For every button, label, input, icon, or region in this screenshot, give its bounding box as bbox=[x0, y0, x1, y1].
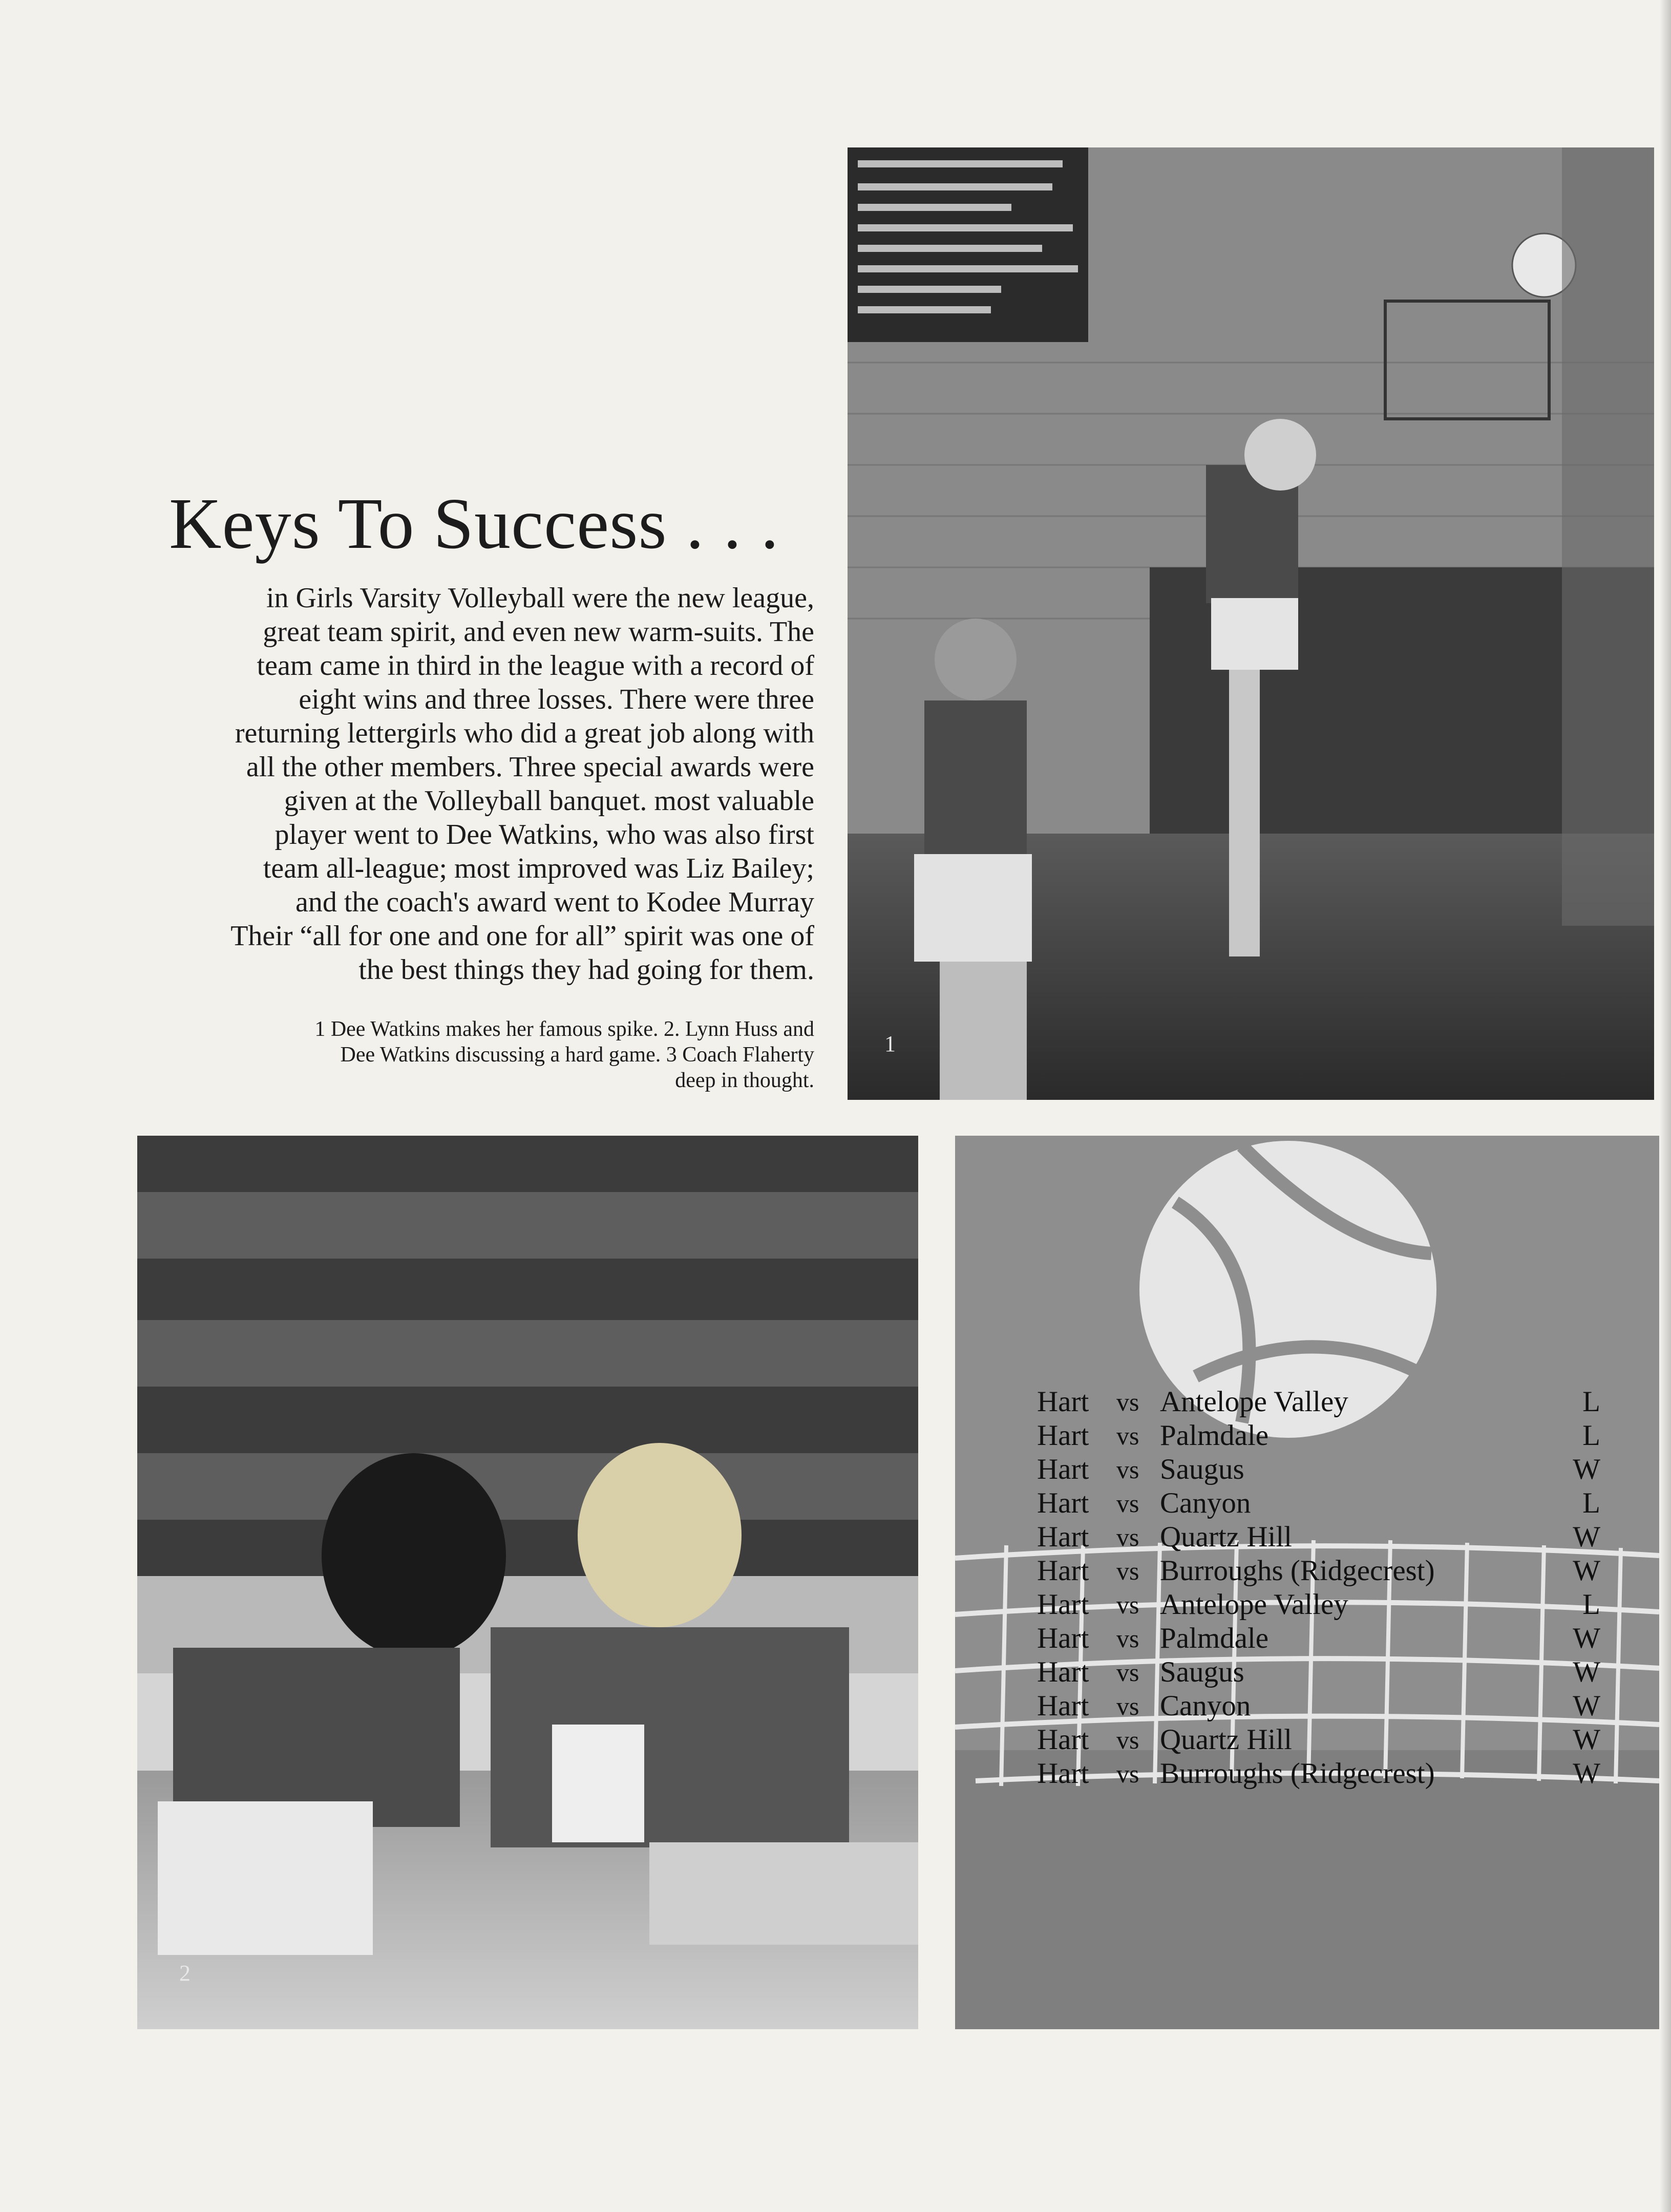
opponent-name: Burroughs (Ridgecrest) bbox=[1160, 1757, 1435, 1790]
body-line: Their “all for one and one for all” spirit was one of bbox=[230, 920, 814, 952]
photo-number: 2 bbox=[179, 1961, 191, 1986]
body-line: player went to Dee Watkins, who was also first bbox=[274, 819, 814, 850]
game-result: L bbox=[1582, 1419, 1600, 1452]
caption-line: 1 Dee Watkins makes her famous spike. 2. Lynn Huss and bbox=[314, 1017, 814, 1041]
caption-line: deep in thought. bbox=[675, 1069, 814, 1092]
page-edge-shadow bbox=[1660, 0, 1671, 2212]
schedule-row bbox=[1037, 1453, 1600, 1486]
photo-volleyball-spike bbox=[848, 147, 1654, 1100]
body-line: in Girls Varsity Volleyball were the new league, bbox=[266, 582, 814, 614]
vs-label: vs bbox=[1116, 1624, 1139, 1653]
opponent-name: Antelope Valley bbox=[1160, 1386, 1348, 1418]
game-result: L bbox=[1582, 1386, 1600, 1418]
team-name: Hart bbox=[1037, 1453, 1089, 1485]
vs-label: vs bbox=[1116, 1523, 1139, 1551]
team-name: Hart bbox=[1037, 1419, 1089, 1452]
team-name: Hart bbox=[1037, 1757, 1089, 1790]
vs-label: vs bbox=[1116, 1557, 1139, 1585]
schedule-row bbox=[1037, 1655, 1600, 1689]
photo-players-discussing bbox=[137, 1136, 918, 2029]
schedule-row bbox=[1037, 1486, 1600, 1520]
vs-label: vs bbox=[1116, 1658, 1139, 1687]
article-title: Keys To Success . . . bbox=[169, 483, 779, 564]
vs-label: vs bbox=[1116, 1759, 1139, 1788]
team-name: Hart bbox=[1037, 1622, 1089, 1654]
caption-line: Dee Watkins discussing a hard game. 3 Coach Flaherty bbox=[340, 1043, 814, 1067]
schedule-row bbox=[1037, 1419, 1600, 1453]
vs-label: vs bbox=[1116, 1692, 1139, 1720]
schedule-row bbox=[1037, 1588, 1600, 1622]
body-line: the best things they had going for them. bbox=[358, 954, 814, 986]
game-result: L bbox=[1582, 1588, 1600, 1621]
body-line: team all-league; most improved was Liz Bailey; bbox=[263, 853, 814, 884]
body-line: returning lettergirls who did a great job along with bbox=[235, 717, 814, 749]
team-name: Hart bbox=[1037, 1386, 1089, 1418]
game-result: W bbox=[1573, 1690, 1600, 1722]
opponent-name: Burroughs (Ridgecrest) bbox=[1160, 1555, 1435, 1587]
game-result: W bbox=[1573, 1656, 1600, 1688]
opponent-name: Quartz Hill bbox=[1160, 1724, 1293, 1756]
opponent-name: Quartz Hill bbox=[1160, 1521, 1293, 1553]
article-body bbox=[120, 581, 814, 987]
game-result: W bbox=[1573, 1521, 1600, 1553]
body-line: eight wins and three losses. There were three bbox=[299, 684, 814, 715]
vs-label: vs bbox=[1116, 1590, 1139, 1619]
body-line: team came in third in the league with a record of bbox=[257, 650, 814, 682]
team-name: Hart bbox=[1037, 1521, 1089, 1553]
vs-label: vs bbox=[1116, 1455, 1139, 1484]
vs-label: vs bbox=[1116, 1726, 1139, 1754]
game-result: W bbox=[1573, 1453, 1600, 1485]
vs-label: vs bbox=[1116, 1421, 1139, 1450]
team-name: Hart bbox=[1037, 1487, 1089, 1519]
schedule-row bbox=[1037, 1554, 1600, 1588]
team-name: Hart bbox=[1037, 1724, 1089, 1756]
team-name: Hart bbox=[1037, 1656, 1089, 1688]
schedule-row bbox=[1037, 1723, 1600, 1757]
opponent-name: Saugus bbox=[1160, 1453, 1244, 1485]
game-result: W bbox=[1573, 1622, 1600, 1654]
game-result: W bbox=[1573, 1757, 1600, 1790]
schedule-row bbox=[1037, 1689, 1600, 1723]
vs-label: vs bbox=[1116, 1489, 1139, 1518]
team-name: Hart bbox=[1037, 1690, 1089, 1722]
season-schedule bbox=[1037, 1385, 1600, 1791]
body-line: all the other members. Three special awards were bbox=[246, 751, 814, 783]
photo-number: 1 bbox=[884, 1031, 896, 1056]
opponent-name: Palmdale bbox=[1160, 1419, 1269, 1452]
photo-spike-image bbox=[848, 147, 1654, 1100]
team-name: Hart bbox=[1037, 1588, 1089, 1621]
schedule-row bbox=[1037, 1757, 1600, 1791]
game-result: W bbox=[1573, 1724, 1600, 1756]
body-line: great team spirit, and even new warm-suits. The bbox=[263, 616, 814, 648]
game-result: W bbox=[1573, 1555, 1600, 1587]
opponent-name: Antelope Valley bbox=[1160, 1588, 1348, 1621]
vs-label: vs bbox=[1116, 1388, 1139, 1416]
schedule-row bbox=[1037, 1520, 1600, 1554]
photo-discussing-image bbox=[137, 1136, 918, 2029]
photo-caption bbox=[138, 1016, 814, 1093]
opponent-name: Canyon bbox=[1160, 1690, 1251, 1722]
schedule-row bbox=[1037, 1622, 1600, 1655]
team-name: Hart bbox=[1037, 1555, 1089, 1587]
body-line: and the coach's award went to Kodee Murray bbox=[295, 886, 814, 918]
opponent-name: Saugus bbox=[1160, 1656, 1244, 1688]
game-result: L bbox=[1582, 1487, 1600, 1519]
opponent-name: Canyon bbox=[1160, 1487, 1251, 1519]
opponent-name: Palmdale bbox=[1160, 1622, 1269, 1654]
body-line: given at the Volleyball banquet. most valuable bbox=[284, 785, 814, 817]
schedule-row bbox=[1037, 1385, 1600, 1419]
